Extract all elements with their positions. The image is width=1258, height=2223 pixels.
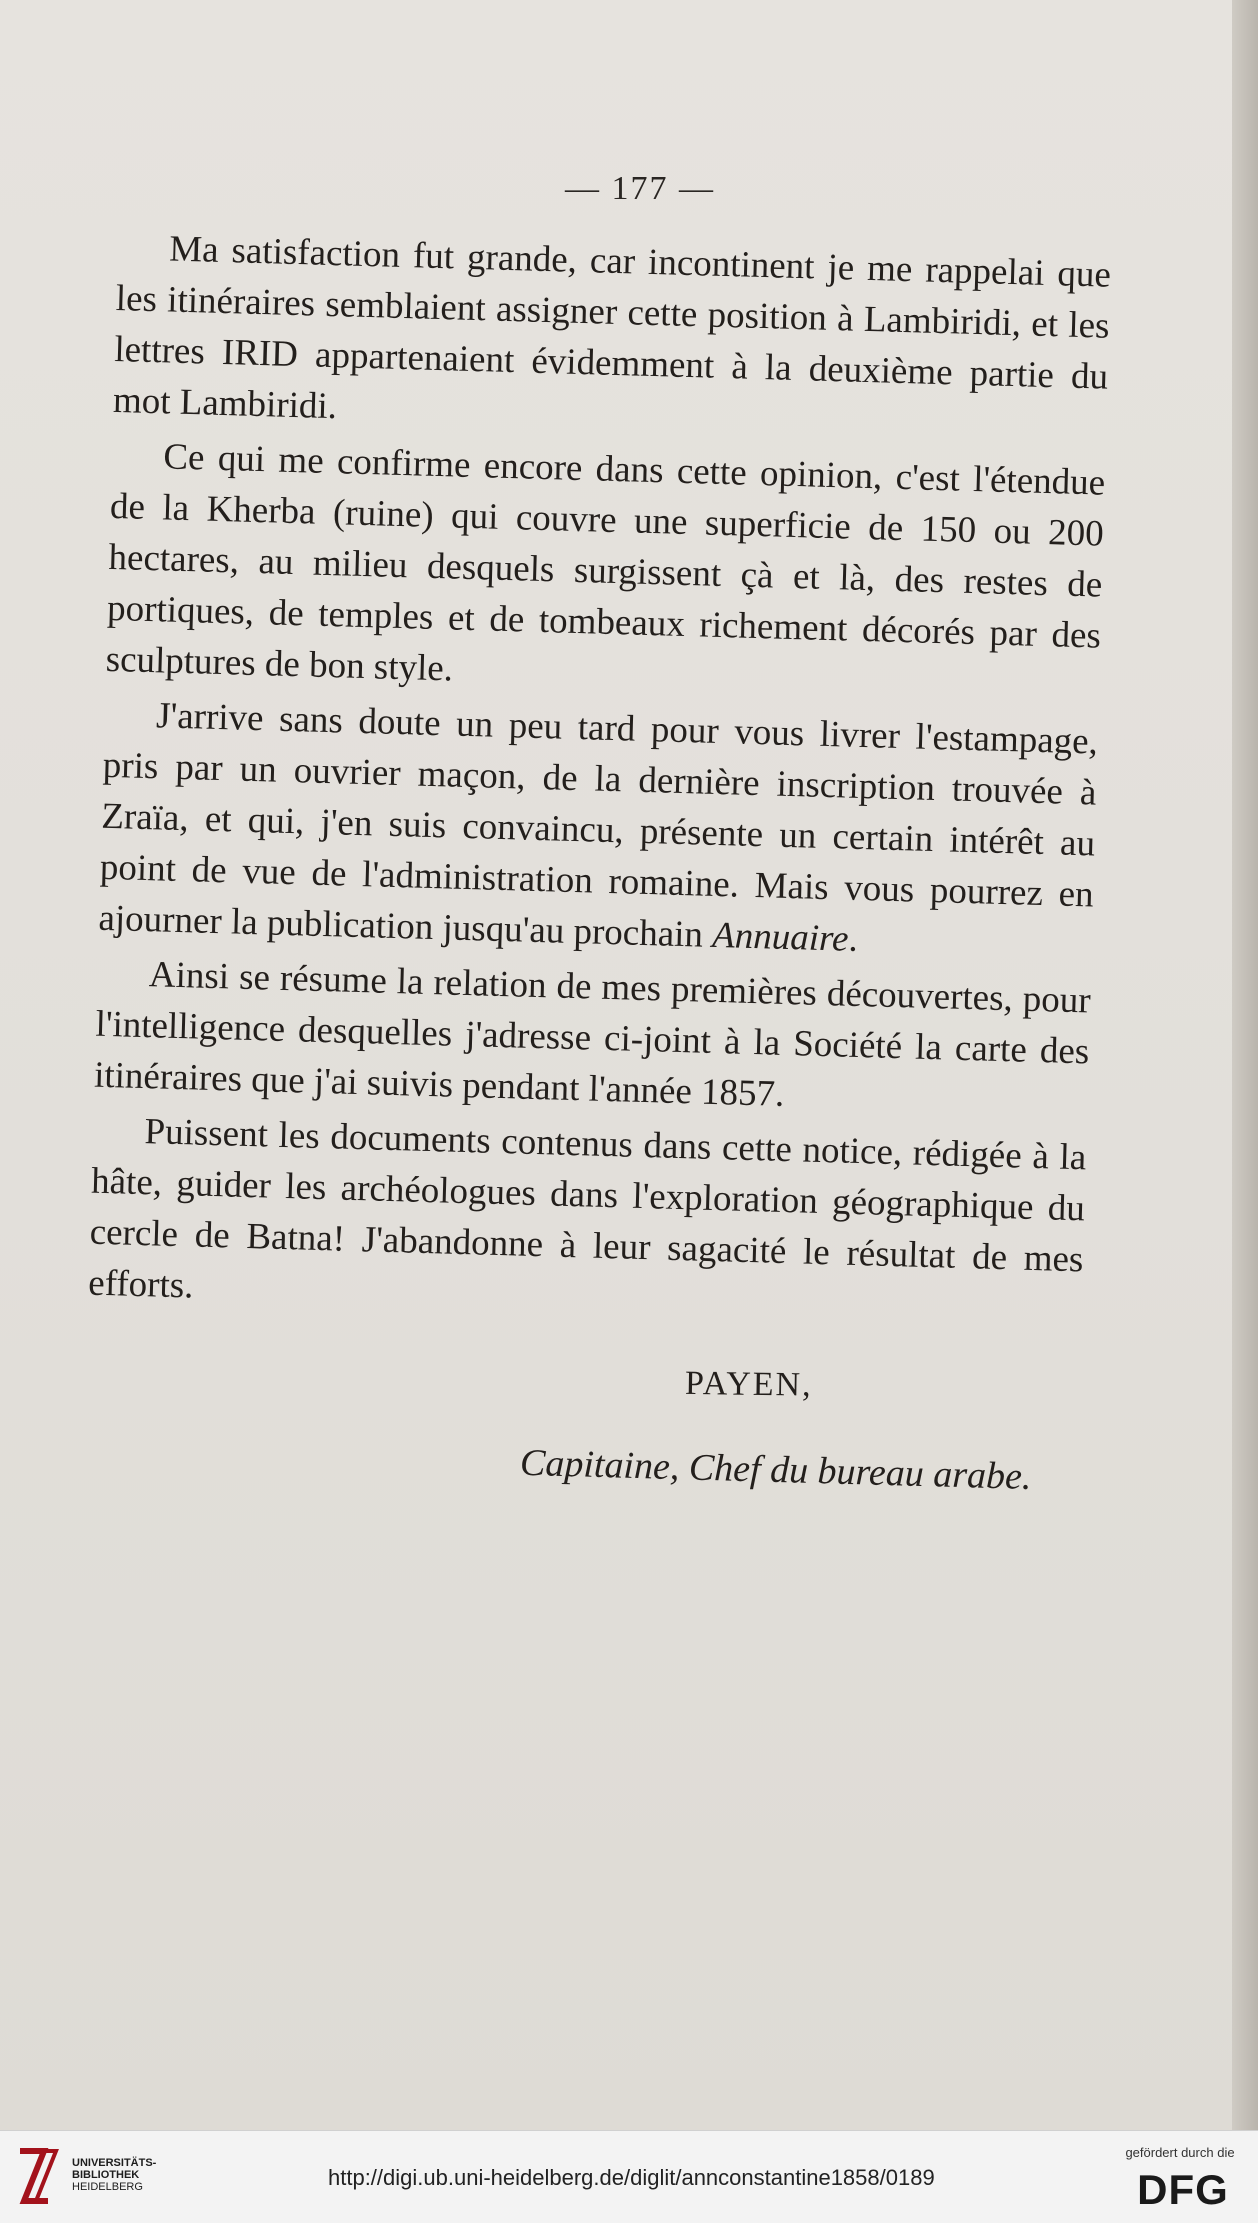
body-text — [88, 222, 1112, 1340]
library-name-line-2: BIBLIOTHEK — [72, 2169, 140, 2181]
paragraph-3 — [98, 689, 1099, 972]
paragraph-1: Ma satisfaction fut grande, car incontinent je me rappelai que les itinéraires semblaient assigner cette position à Lambiridi, et les lettres IRID appartenaient évidemment à la deuxième partie du mot Lambiridi. — [112, 228, 1112, 428]
page-number: — 177 — — [565, 170, 715, 207]
dfg-logo: DFG — [1137, 2166, 1229, 2213]
paragraph-4: Ainsi se résume la relation de mes premières découvertes, pour l'intelligence desquelles j'adresse ci-joint à la Société la carte des itinéraires que j'ai suivis pendant l'année 1857. — [93, 954, 1092, 1115]
signature-name: PAYEN, — [684, 1364, 813, 1404]
paragraph-3-text: J'arrive sans doute un peu tard pour vous livrer l'estampage, pris par un ouvrier maçon, de la dernière inscription trouvée à Zraïa, et qui, j'en suis convaincu, présente un certain intérêt au point de vue de l'administration romaine. Mais vous pourrez en ajourner la publication jusqu'au prochain — [97, 695, 1099, 956]
paragraph-3-end: . — [847, 918, 859, 960]
page-edge-shadow — [1232, 0, 1258, 2130]
funded-by-label: gefördert durch die — [1125, 2145, 1235, 2160]
paragraph-2: Ce qui me confirme encore dans cette opinion, c'est l'étendue de la Kherba (ruine) qui couvre une superficie de 150 ou 200 hectares, au milieu desquels surgissent çà et là, des restes de portiques, de temples et de tombeaux richement décorés par des sculptures de bon style. — [105, 436, 1106, 690]
library-name — [72, 2157, 156, 2193]
permalink-url[interactable]: http://digi.ub.uni-heidelberg.de/diglit/annconstantine1858/0189 — [328, 2165, 935, 2190]
university-library-logo-icon — [14, 2145, 62, 2207]
annuaire-italic: Annuaire — [711, 914, 850, 960]
signature-title: Capitaine, Chef du bureau arabe. — [519, 1441, 1033, 1499]
library-name-line-1: UNIVERSITÄTS- — [72, 2157, 157, 2169]
paragraph-5: Puissent les documents contenus dans cette notice, rédigée à la hâte, guider les archéologues dans l'exploration géographique du cercle de Batna! J'abandonne à leur sagacité le résultat de mes efforts. — [87, 1111, 1087, 1307]
footer-bar — [0, 2130, 1258, 2223]
library-name-line-3: HEIDELBERG — [72, 2181, 143, 2193]
